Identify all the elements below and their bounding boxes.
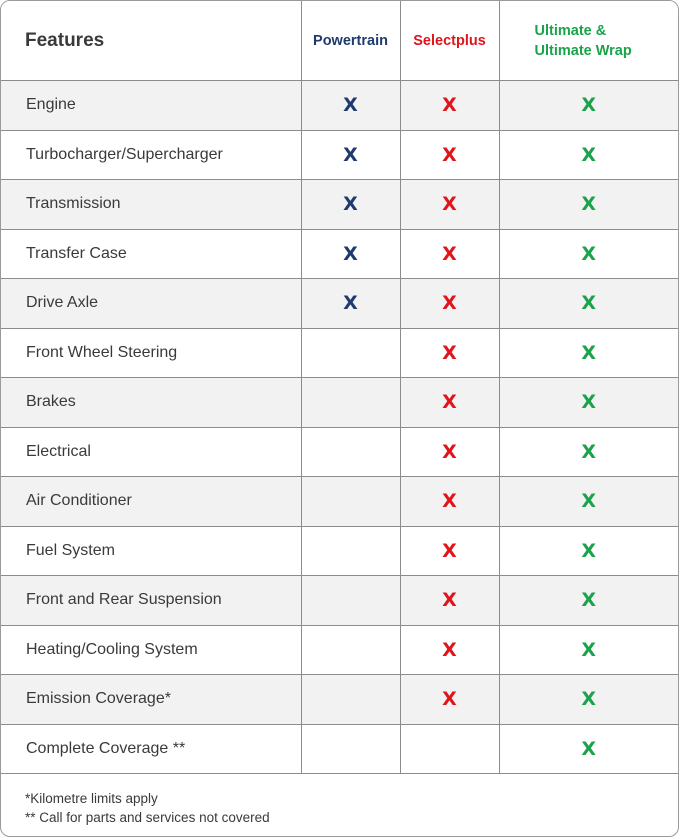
feature-label: Fuel System (1, 526, 301, 576)
coverage-cell (400, 576, 499, 626)
coverage-mark: X (581, 638, 597, 661)
table-row (1, 130, 678, 180)
feature-label: Brakes (1, 378, 301, 428)
coverage-cell (400, 229, 499, 279)
coverage-mark: X (442, 440, 457, 463)
feature-label: Emission Coverage* (1, 675, 301, 725)
coverage-mark: X (343, 94, 358, 117)
coverage-mark: X (581, 440, 597, 463)
coverage-cell (400, 724, 499, 774)
coverage-cell (301, 576, 400, 626)
coverage-mark: X (343, 292, 358, 315)
coverage-cell (400, 526, 499, 576)
coverage-cell (301, 427, 400, 477)
coverage-cell (400, 477, 499, 527)
coverage-cell (499, 279, 678, 329)
table-row (1, 576, 678, 626)
coverage-mark: X (343, 143, 358, 166)
coverage-mark: X (442, 341, 457, 364)
coverage-cell (400, 675, 499, 725)
coverage-cell (499, 526, 678, 576)
coverage-table (1, 1, 678, 774)
coverage-cell (301, 279, 400, 329)
coverage-mark: X (343, 193, 358, 216)
coverage-cell (499, 625, 678, 675)
coverage-cell (400, 81, 499, 131)
coverage-cell (400, 130, 499, 180)
coverage-cell (301, 625, 400, 675)
selectplus-header: Selectplus (400, 1, 499, 81)
table-row (1, 328, 678, 378)
footnotes (25, 789, 270, 827)
coverage-cell (499, 378, 678, 428)
coverage-mark: X (442, 94, 457, 117)
coverage-cell (301, 229, 400, 279)
footnote-kilometre-limits: *Kilometre limits apply (25, 791, 158, 806)
footnote-call-for-parts: ** Call for parts and services not covered (25, 810, 270, 825)
table-row (1, 180, 678, 230)
coverage-mark: X (581, 143, 597, 166)
feature-label: Heating/Cooling System (1, 625, 301, 675)
coverage-mark: X (442, 539, 457, 562)
coverage-cell (301, 675, 400, 725)
coverage-cell (499, 328, 678, 378)
coverage-mark: X (581, 589, 597, 612)
coverage-cell (400, 427, 499, 477)
coverage-mark: X (343, 242, 358, 265)
coverage-cell (400, 328, 499, 378)
coverage-cell (499, 724, 678, 774)
feature-label: Front Wheel Steering (1, 328, 301, 378)
feature-label: Electrical (1, 427, 301, 477)
coverage-cell (499, 576, 678, 626)
coverage-mark: X (581, 490, 597, 513)
coverage-mark: X (442, 589, 457, 612)
coverage-rows (1, 81, 678, 774)
feature-label: Complete Coverage ** (1, 724, 301, 774)
feature-label: Turbocharger/Supercharger (1, 130, 301, 180)
coverage-mark: X (442, 292, 457, 315)
coverage-mark: X (442, 242, 457, 265)
powertrain-header: Powertrain (301, 1, 400, 81)
feature-label: Engine (1, 81, 301, 131)
coverage-cell (301, 180, 400, 230)
coverage-cell (499, 81, 678, 131)
coverage-mark: X (442, 391, 457, 414)
coverage-cell (400, 378, 499, 428)
coverage-mark: X (581, 193, 597, 216)
coverage-mark: X (442, 638, 457, 661)
feature-label: Drive Axle (1, 279, 301, 329)
coverage-mark: X (442, 490, 457, 513)
ultimate-header: Ultimate & Ultimate Wrap (499, 1, 678, 81)
table-row (1, 427, 678, 477)
coverage-mark: X (442, 688, 457, 711)
table-row (1, 477, 678, 527)
features-header: Features (1, 1, 301, 81)
coverage-cell (301, 526, 400, 576)
coverage-mark: X (581, 688, 597, 711)
coverage-cell (499, 477, 678, 527)
coverage-cell (499, 229, 678, 279)
coverage-cell (499, 130, 678, 180)
coverage-mark: X (442, 193, 457, 216)
feature-label: Front and Rear Suspension (1, 576, 301, 626)
table-row (1, 81, 678, 131)
header-row (1, 1, 678, 81)
coverage-cell (499, 675, 678, 725)
feature-label: Transfer Case (1, 229, 301, 279)
table-row (1, 526, 678, 576)
coverage-mark: X (581, 94, 597, 117)
table-row (1, 229, 678, 279)
coverage-cell (301, 378, 400, 428)
coverage-cell (301, 81, 400, 131)
coverage-cell (301, 328, 400, 378)
table-row (1, 279, 678, 329)
coverage-cell (301, 724, 400, 774)
table-row (1, 675, 678, 725)
coverage-cell (400, 180, 499, 230)
coverage-mark: X (581, 391, 597, 414)
coverage-mark: X (581, 292, 597, 315)
coverage-cell (301, 477, 400, 527)
table-row (1, 378, 678, 428)
coverage-cell (499, 180, 678, 230)
coverage-mark: X (442, 143, 457, 166)
coverage-cell (499, 427, 678, 477)
coverage-cell (301, 130, 400, 180)
coverage-mark: X (581, 737, 597, 760)
coverage-mark: X (581, 341, 597, 364)
feature-label: Transmission (1, 180, 301, 230)
coverage-mark: X (581, 242, 597, 265)
table-row (1, 724, 678, 774)
coverage-cell (400, 279, 499, 329)
coverage-mark: X (581, 539, 597, 562)
coverage-cell (400, 625, 499, 675)
table-row (1, 625, 678, 675)
feature-label: Air Conditioner (1, 477, 301, 527)
